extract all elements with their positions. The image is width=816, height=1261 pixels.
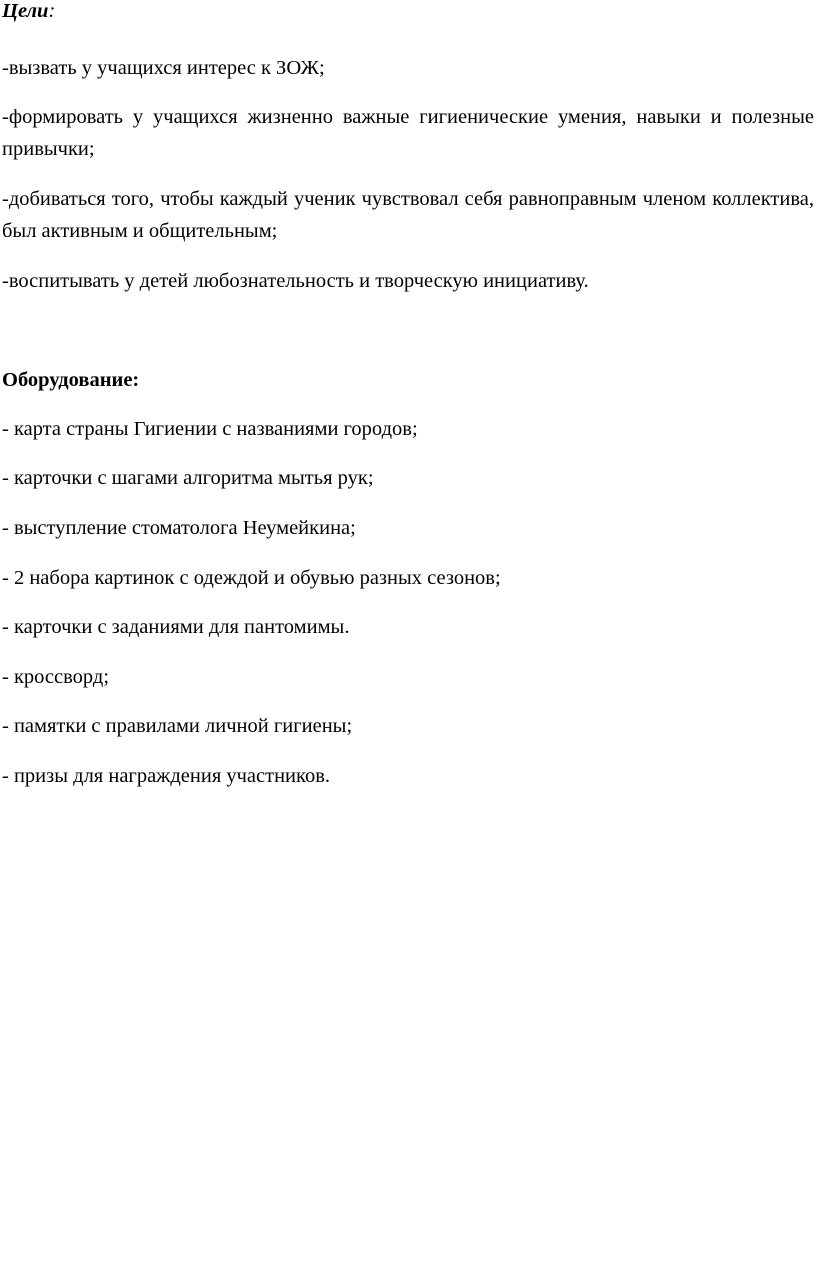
equipment-item-1: - карта страны Гигиении с названиями городов; [2,418,418,440]
goals-heading-colon: : [48,0,56,22]
equipment-item-8: - призы для награждения участников. [2,765,330,787]
goal-item-2: -формировать у учащихся жизненно важные гигиенические умения, навыки и полезные привычки; [2,106,814,160]
goal-item-4: -воспитывать у детей любознательность и творческую инициативу. [2,270,589,292]
equipment-item-2: - карточки с шагами алгоритма мытья рук; [2,467,374,489]
goals-heading [2,0,814,27]
equipment-heading: Оборудование: [2,369,140,391]
goals-heading-text: Цели [2,0,49,22]
equipment-item-3: - выступление стоматолога Неумейкина; [2,517,356,539]
goal-item-1: -вызвать у учащихся интерес к ЗОЖ; [2,57,325,79]
equipment-item-6: - кроссворд; [2,666,110,688]
equipment-item-7: - памятки с правилами личной гигиены; [2,715,353,737]
equipment-item-4: - 2 набора картинок с одеждой и обувью разных сезонов; [2,567,501,589]
goal-item-3: -добиваться того, чтобы каждый ученик чувствовал себя равноправным членом коллектива, был активным и общительным; [2,188,814,242]
equipment-item-5: - карточки с заданиями для пантомимы. [2,616,350,638]
